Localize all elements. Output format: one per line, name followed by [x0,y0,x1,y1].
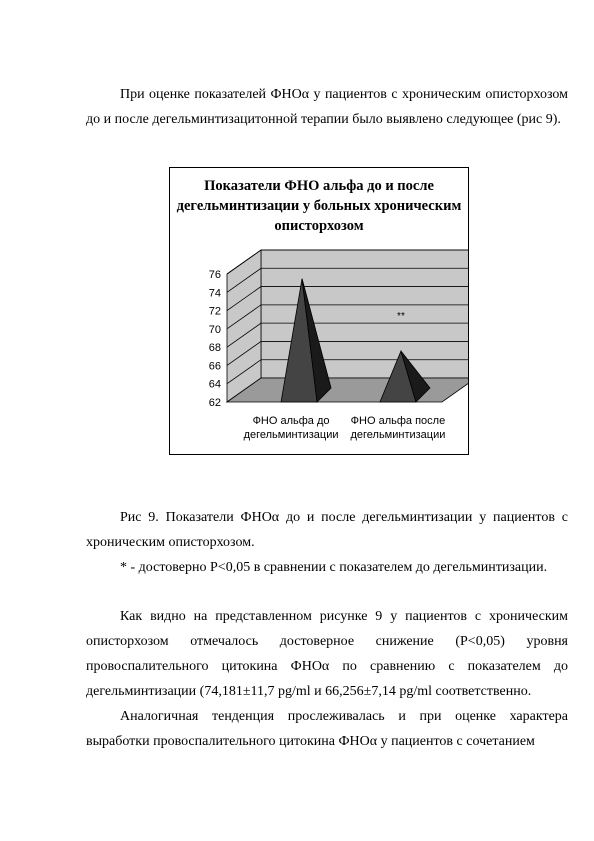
chart-annotation: ** [397,310,405,322]
chart-side-wall [227,250,261,402]
chart-category-label: ФНО альфа после [350,415,446,427]
chart-figure [169,167,469,455]
body-paragraph-1: Как видно на представленном рисунке 9 у пациентов с хроническим описторхозом отмечалось достоверное снижение (Р<0,05) уровня провоспалительного цитокина ФНОα по сравнению с показателем до дегельминтизации (74,181±11,7 pg/ml и 66,256±7,14 pg/ml соответственно. [86,609,568,699]
chart-y-tick-label: 70 [208,323,221,336]
chart-floor [227,378,468,402]
chart-y-tick-label: 76 [208,269,221,281]
chart-y-tick-label: 62 [208,397,221,409]
chart-title: Показатели ФНО альфа до и после дегельминтизации у больных хроническим описторхозом [176,178,462,234]
chart-category-label: ФНО альфа до [252,415,330,427]
figure-caption: Рис 9. Показатели ФНОα до и после дегельминтизации у пациентов с хроническим описторхозом. [86,510,568,550]
chart-y-tick-label: 66 [208,360,221,373]
body-paragraph-2: Аналогичная тенденция прослеживалась и при оценке характера выработки провоспалительного цитокина ФНОα у пациентов с сочетанием [86,709,568,749]
chart-y-tick-label: 72 [208,305,221,318]
chart-category-label: дегельминтизации [350,429,446,441]
chart-category-label: дегельминтизации [243,429,339,441]
chart-plot [170,168,468,454]
chart-y-tick-label: 64 [208,378,221,391]
intro-paragraph: При оценке показателей ФНОα у пациентов с хроническим описторхозом до и после дегельминтизацитонной терапии было выявлено следующее (рис 9). [86,87,568,127]
chart-y-tick-label: 68 [208,342,221,355]
chart-y-tick-label: 74 [208,287,221,300]
footnote: * - достоверно Р<0,05 в сравнении с показателем до дегельминтизации. [120,560,548,575]
